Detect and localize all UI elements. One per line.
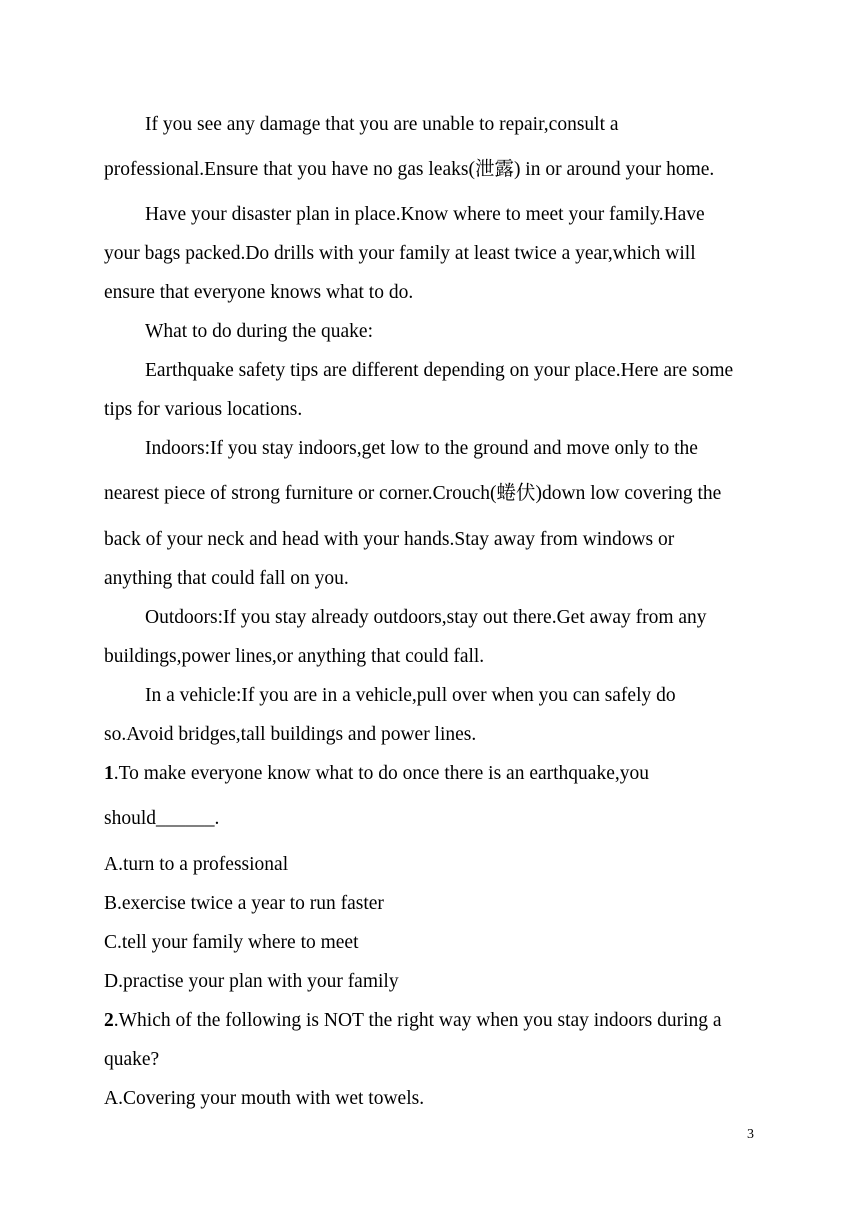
section-heading-during-quake: What to do during the quake: xyxy=(145,321,373,342)
question-2-stem-text: .Which of the following is NOT the right way when you stay indoors during a xyxy=(113,1010,722,1031)
passage-p7-line-1: In a vehicle:If you are in a vehicle,pull over when you can safely do xyxy=(145,685,676,706)
passage-p6-line-1: Outdoors:If you stay already outdoors,stay out there.Get away from any xyxy=(145,607,707,628)
passage-p1-line-2: professional.Ensure that you have no gas leaks(泄露) in or around your home. xyxy=(104,159,715,180)
question-2-number: 2 xyxy=(104,1010,114,1031)
passage-p5-line-2: nearest piece of strong furniture or corner.Crouch(蜷伏)down low covering the xyxy=(104,483,722,504)
passage-p7-line-2: so.Avoid bridges,tall buildings and power lines. xyxy=(104,724,477,745)
passage-p2-line-1: Have your disaster plan in place.Know where to meet your family.Have xyxy=(145,204,705,225)
question-2-option-a: A.Covering your mouth with wet towels. xyxy=(104,1088,425,1109)
passage-p6-line-2: buildings,power lines,or anything that could fall. xyxy=(104,646,485,667)
passage-p5-line-4: anything that could fall on you. xyxy=(104,568,349,589)
passage-p2-line-2: your bags packed.Do drills with your family at least twice a year,which will xyxy=(104,243,696,264)
page-number: 3 xyxy=(747,1127,754,1142)
question-1-stem-line-1 xyxy=(104,762,649,786)
question-1-stem-text: .To make everyone know what to do once there is an earthquake,you xyxy=(113,763,649,784)
question-1-stem-line-2: should______. xyxy=(104,808,220,829)
passage-p4-line-2: tips for various locations. xyxy=(104,399,303,420)
passage-p4-line-1: Earthquake safety tips are different depending on your place.Here are some xyxy=(145,360,734,381)
question-2-stem-line-2: quake? xyxy=(104,1049,160,1070)
question-1-number: 1 xyxy=(104,763,114,784)
question-1-option-b: B.exercise twice a year to run faster xyxy=(104,893,384,914)
passage-p5-line-1: Indoors:If you stay indoors,get low to the ground and move only to the xyxy=(145,438,698,459)
question-1-option-a: A.turn to a professional xyxy=(104,854,289,875)
question-2-stem-line-1 xyxy=(104,1009,722,1033)
question-1-option-c: C.tell your family where to meet xyxy=(104,932,359,953)
passage-p5-line-3: back of your neck and head with your hands.Stay away from windows or xyxy=(104,529,675,550)
question-1-option-d: D.practise your plan with your family xyxy=(104,971,399,992)
passage-p2-line-3: ensure that everyone knows what to do. xyxy=(104,282,414,303)
passage-p1-line-1: If you see any damage that you are unable to repair,consult a xyxy=(145,114,619,135)
